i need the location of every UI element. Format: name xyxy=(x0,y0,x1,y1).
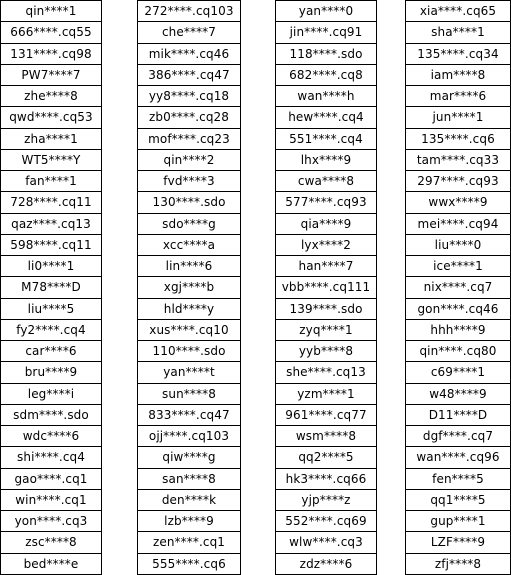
account-cell: hk3****.cq66 xyxy=(276,468,377,489)
account-cell: zha****1 xyxy=(1,128,102,149)
account-cell: yy8****.cq18 xyxy=(138,86,241,107)
table-row xyxy=(406,489,511,510)
table-row xyxy=(1,277,102,298)
table-row xyxy=(1,86,102,107)
table-row xyxy=(138,1,241,22)
table-row xyxy=(138,319,241,340)
table-row xyxy=(1,43,102,64)
account-cell: 139****.sdo xyxy=(276,298,377,319)
account-cell: hew****.cq4 xyxy=(276,107,377,128)
account-cell: sun****8 xyxy=(138,383,241,404)
table-row xyxy=(406,149,511,170)
account-cell: lin****6 xyxy=(138,256,241,277)
account-cell: sdm****.sdo xyxy=(1,404,102,425)
account-cell: liu****0 xyxy=(406,234,511,255)
table-row xyxy=(276,489,377,510)
account-cell: mik****.cq46 xyxy=(138,43,241,64)
table-row xyxy=(1,532,102,553)
account-cell: den****k xyxy=(138,489,241,510)
table-row xyxy=(276,128,377,149)
table-row xyxy=(138,22,241,43)
account-cell: sdo****g xyxy=(138,213,241,234)
account-cell: 833****.cq47 xyxy=(138,404,241,425)
account-cell: gon****.cq46 xyxy=(406,298,511,319)
table-row xyxy=(138,192,241,213)
account-cell: han****7 xyxy=(276,256,377,277)
table-row xyxy=(138,213,241,234)
table-row xyxy=(406,319,511,340)
account-column-2 xyxy=(137,0,241,575)
table-row xyxy=(1,383,102,404)
table-row xyxy=(1,149,102,170)
account-cell: tam****.cq33 xyxy=(406,149,511,170)
account-cell: shi****.cq4 xyxy=(1,447,102,468)
account-cell: zyq****1 xyxy=(276,319,377,340)
account-cell: qq1****5 xyxy=(406,489,511,510)
table-row xyxy=(276,383,377,404)
table-row xyxy=(1,362,102,383)
account-cell: 552****.cq69 xyxy=(276,511,377,532)
table-row xyxy=(138,404,241,425)
table-row xyxy=(138,277,241,298)
account-cell: 666****.cq55 xyxy=(1,22,102,43)
account-cell: wwx****9 xyxy=(406,192,511,213)
account-cell: qin****1 xyxy=(1,1,102,22)
table-row xyxy=(276,468,377,489)
account-cell: LZF****9 xyxy=(406,532,511,553)
account-cell: jin****.cq91 xyxy=(276,22,377,43)
table-row xyxy=(138,171,241,192)
table-row xyxy=(1,213,102,234)
account-cell: 386****.cq47 xyxy=(138,64,241,85)
account-cell: zfj****8 xyxy=(406,553,511,574)
account-cell: 130****.sdo xyxy=(138,192,241,213)
table-row xyxy=(1,447,102,468)
table-row xyxy=(276,532,377,553)
table-row xyxy=(276,404,377,425)
table-row xyxy=(406,43,511,64)
table-row xyxy=(276,22,377,43)
account-cell: zhe****8 xyxy=(1,86,102,107)
table-row xyxy=(276,1,377,22)
account-cell: 551****.cq4 xyxy=(276,128,377,149)
account-cell: qia****9 xyxy=(276,213,377,234)
account-cell: wan****.cq96 xyxy=(406,447,511,468)
table-row xyxy=(1,489,102,510)
account-cell: ojj****.cq103 xyxy=(138,426,241,447)
account-cell: 135****.cq6 xyxy=(406,128,511,149)
account-cell: mar****6 xyxy=(406,86,511,107)
account-cell: che****7 xyxy=(138,22,241,43)
account-cell: wdc****6 xyxy=(1,426,102,447)
table-row xyxy=(138,256,241,277)
account-cell: jun****1 xyxy=(406,107,511,128)
account-cell: yjp****z xyxy=(276,489,377,510)
account-cell: vbb****.cq111 xyxy=(276,277,377,298)
account-cell: 728****.cq11 xyxy=(1,192,102,213)
table-row xyxy=(276,107,377,128)
account-cell: 682****.cq8 xyxy=(276,64,377,85)
table-row xyxy=(406,171,511,192)
table-row xyxy=(406,192,511,213)
table-row xyxy=(1,128,102,149)
table-row xyxy=(138,107,241,128)
account-cell: 555****.cq6 xyxy=(138,553,241,574)
account-cell: ice****1 xyxy=(406,256,511,277)
table-row xyxy=(1,426,102,447)
account-cell: qq2****5 xyxy=(276,447,377,468)
table-row xyxy=(138,149,241,170)
table-row xyxy=(138,341,241,362)
account-cell: fvd****3 xyxy=(138,171,241,192)
table-row xyxy=(1,171,102,192)
table-row xyxy=(406,468,511,489)
account-cell: win****.cq1 xyxy=(1,489,102,510)
table-row xyxy=(406,362,511,383)
table-row xyxy=(406,426,511,447)
account-cell: qin****2 xyxy=(138,149,241,170)
account-cell: M78****D xyxy=(1,277,102,298)
table-row xyxy=(406,553,511,574)
account-cell: xcc****a xyxy=(138,234,241,255)
table-row xyxy=(406,298,511,319)
table-row xyxy=(406,341,511,362)
table-row xyxy=(138,489,241,510)
table-row xyxy=(138,86,241,107)
account-cell: zdz****6 xyxy=(276,553,377,574)
account-cell: 118****.sdo xyxy=(276,43,377,64)
account-cell: yyb****8 xyxy=(276,341,377,362)
table-row xyxy=(1,468,102,489)
table-row xyxy=(1,298,102,319)
account-cell: WT5****Y xyxy=(1,149,102,170)
account-cell: nix****.cq7 xyxy=(406,277,511,298)
table-row xyxy=(406,128,511,149)
account-cell: iam****8 xyxy=(406,64,511,85)
table-row xyxy=(1,107,102,128)
table-row xyxy=(1,256,102,277)
account-cell: yon****.cq3 xyxy=(1,511,102,532)
table-row xyxy=(406,447,511,468)
table-row xyxy=(1,192,102,213)
table-row xyxy=(406,64,511,85)
account-cell: leg****i xyxy=(1,383,102,404)
account-cell: 598****.cq11 xyxy=(1,234,102,255)
account-cell: zsc****8 xyxy=(1,532,102,553)
table-row xyxy=(138,64,241,85)
table-row xyxy=(1,22,102,43)
account-cell: hld****y xyxy=(138,298,241,319)
account-cell: 110****.sdo xyxy=(138,341,241,362)
account-column-3 xyxy=(275,0,377,575)
table-row xyxy=(276,86,377,107)
account-cell: yan****0 xyxy=(276,1,377,22)
table-row xyxy=(276,192,377,213)
account-cell: zb0****.cq28 xyxy=(138,107,241,128)
table-row xyxy=(276,234,377,255)
account-cell: li0****1 xyxy=(1,256,102,277)
table-row xyxy=(406,22,511,43)
table-row xyxy=(138,362,241,383)
account-cell: wsm****8 xyxy=(276,426,377,447)
account-cell: xus****.cq10 xyxy=(138,319,241,340)
account-cell: xgj****b xyxy=(138,277,241,298)
account-cell: yzm****1 xyxy=(276,383,377,404)
account-cell: wlw****.cq3 xyxy=(276,532,377,553)
account-cell: sha****1 xyxy=(406,22,511,43)
table-row xyxy=(138,447,241,468)
table-row xyxy=(1,319,102,340)
table-row xyxy=(1,404,102,425)
account-cell: mei****.cq94 xyxy=(406,213,511,234)
table-row xyxy=(1,341,102,362)
account-cell: gao****.cq1 xyxy=(1,468,102,489)
table-row xyxy=(406,234,511,255)
table-row xyxy=(138,383,241,404)
account-cell: D11****D xyxy=(406,404,511,425)
table-row xyxy=(1,64,102,85)
account-cell: qin****.cq80 xyxy=(406,341,511,362)
table-row xyxy=(406,532,511,553)
account-cell: 135****.cq34 xyxy=(406,43,511,64)
account-column-4 xyxy=(405,0,511,575)
account-cell: PW7****7 xyxy=(1,64,102,85)
account-cell: wan****h xyxy=(276,86,377,107)
account-cell: bru****9 xyxy=(1,362,102,383)
account-cell: w48****9 xyxy=(406,383,511,404)
table-row xyxy=(1,1,102,22)
table-row xyxy=(406,404,511,425)
account-cell: car****6 xyxy=(1,341,102,362)
table-row xyxy=(276,341,377,362)
table-row xyxy=(276,171,377,192)
table-row xyxy=(276,64,377,85)
account-cell: lzb****9 xyxy=(138,511,241,532)
account-cell: yan****t xyxy=(138,362,241,383)
table-row xyxy=(138,234,241,255)
table-row xyxy=(276,256,377,277)
account-cell: qaz****.cq13 xyxy=(1,213,102,234)
table-row xyxy=(276,362,377,383)
account-cell: gup****1 xyxy=(406,511,511,532)
account-column-1 xyxy=(0,0,102,575)
account-cell: she****.cq13 xyxy=(276,362,377,383)
table-row xyxy=(406,256,511,277)
table-row xyxy=(406,1,511,22)
account-cell: san****8 xyxy=(138,468,241,489)
table-row xyxy=(276,213,377,234)
table-row xyxy=(138,426,241,447)
table-row xyxy=(276,319,377,340)
account-cell: zen****.cq1 xyxy=(138,532,241,553)
account-cell: fy2****.cq4 xyxy=(1,319,102,340)
account-cell: 577****.cq93 xyxy=(276,192,377,213)
account-cell: qwd****.cq53 xyxy=(1,107,102,128)
account-cell: dgf****.cq7 xyxy=(406,426,511,447)
account-cell: lyx****2 xyxy=(276,234,377,255)
account-cell: lhx****9 xyxy=(276,149,377,170)
account-cell: 272****.cq103 xyxy=(138,1,241,22)
account-cell: mof****.cq23 xyxy=(138,128,241,149)
table-row xyxy=(138,298,241,319)
account-cell: cwa****8 xyxy=(276,171,377,192)
account-cell: liu****5 xyxy=(1,298,102,319)
table-row xyxy=(138,532,241,553)
table-row xyxy=(138,553,241,574)
table-row xyxy=(406,277,511,298)
table-row xyxy=(276,553,377,574)
table-row xyxy=(276,43,377,64)
table-row xyxy=(138,43,241,64)
account-cell: 961****.cq77 xyxy=(276,404,377,425)
table-row xyxy=(138,128,241,149)
table-row xyxy=(406,86,511,107)
table-row xyxy=(276,149,377,170)
table-row xyxy=(1,234,102,255)
table-row xyxy=(276,426,377,447)
account-cell: 297****.cq93 xyxy=(406,171,511,192)
table-row xyxy=(276,447,377,468)
table-row xyxy=(276,277,377,298)
table-row xyxy=(1,553,102,574)
table-row xyxy=(406,213,511,234)
account-cell: qiw****g xyxy=(138,447,241,468)
account-cell: xia****.cq65 xyxy=(406,1,511,22)
account-cell: 131****.cq98 xyxy=(1,43,102,64)
table-row xyxy=(276,298,377,319)
account-cell: fen****5 xyxy=(406,468,511,489)
table-row xyxy=(406,383,511,404)
table-row xyxy=(138,468,241,489)
table-row xyxy=(406,107,511,128)
account-cell: fan****1 xyxy=(1,171,102,192)
account-cell: c69****1 xyxy=(406,362,511,383)
account-cell: bed****e xyxy=(1,553,102,574)
account-cell: hhh****9 xyxy=(406,319,511,340)
